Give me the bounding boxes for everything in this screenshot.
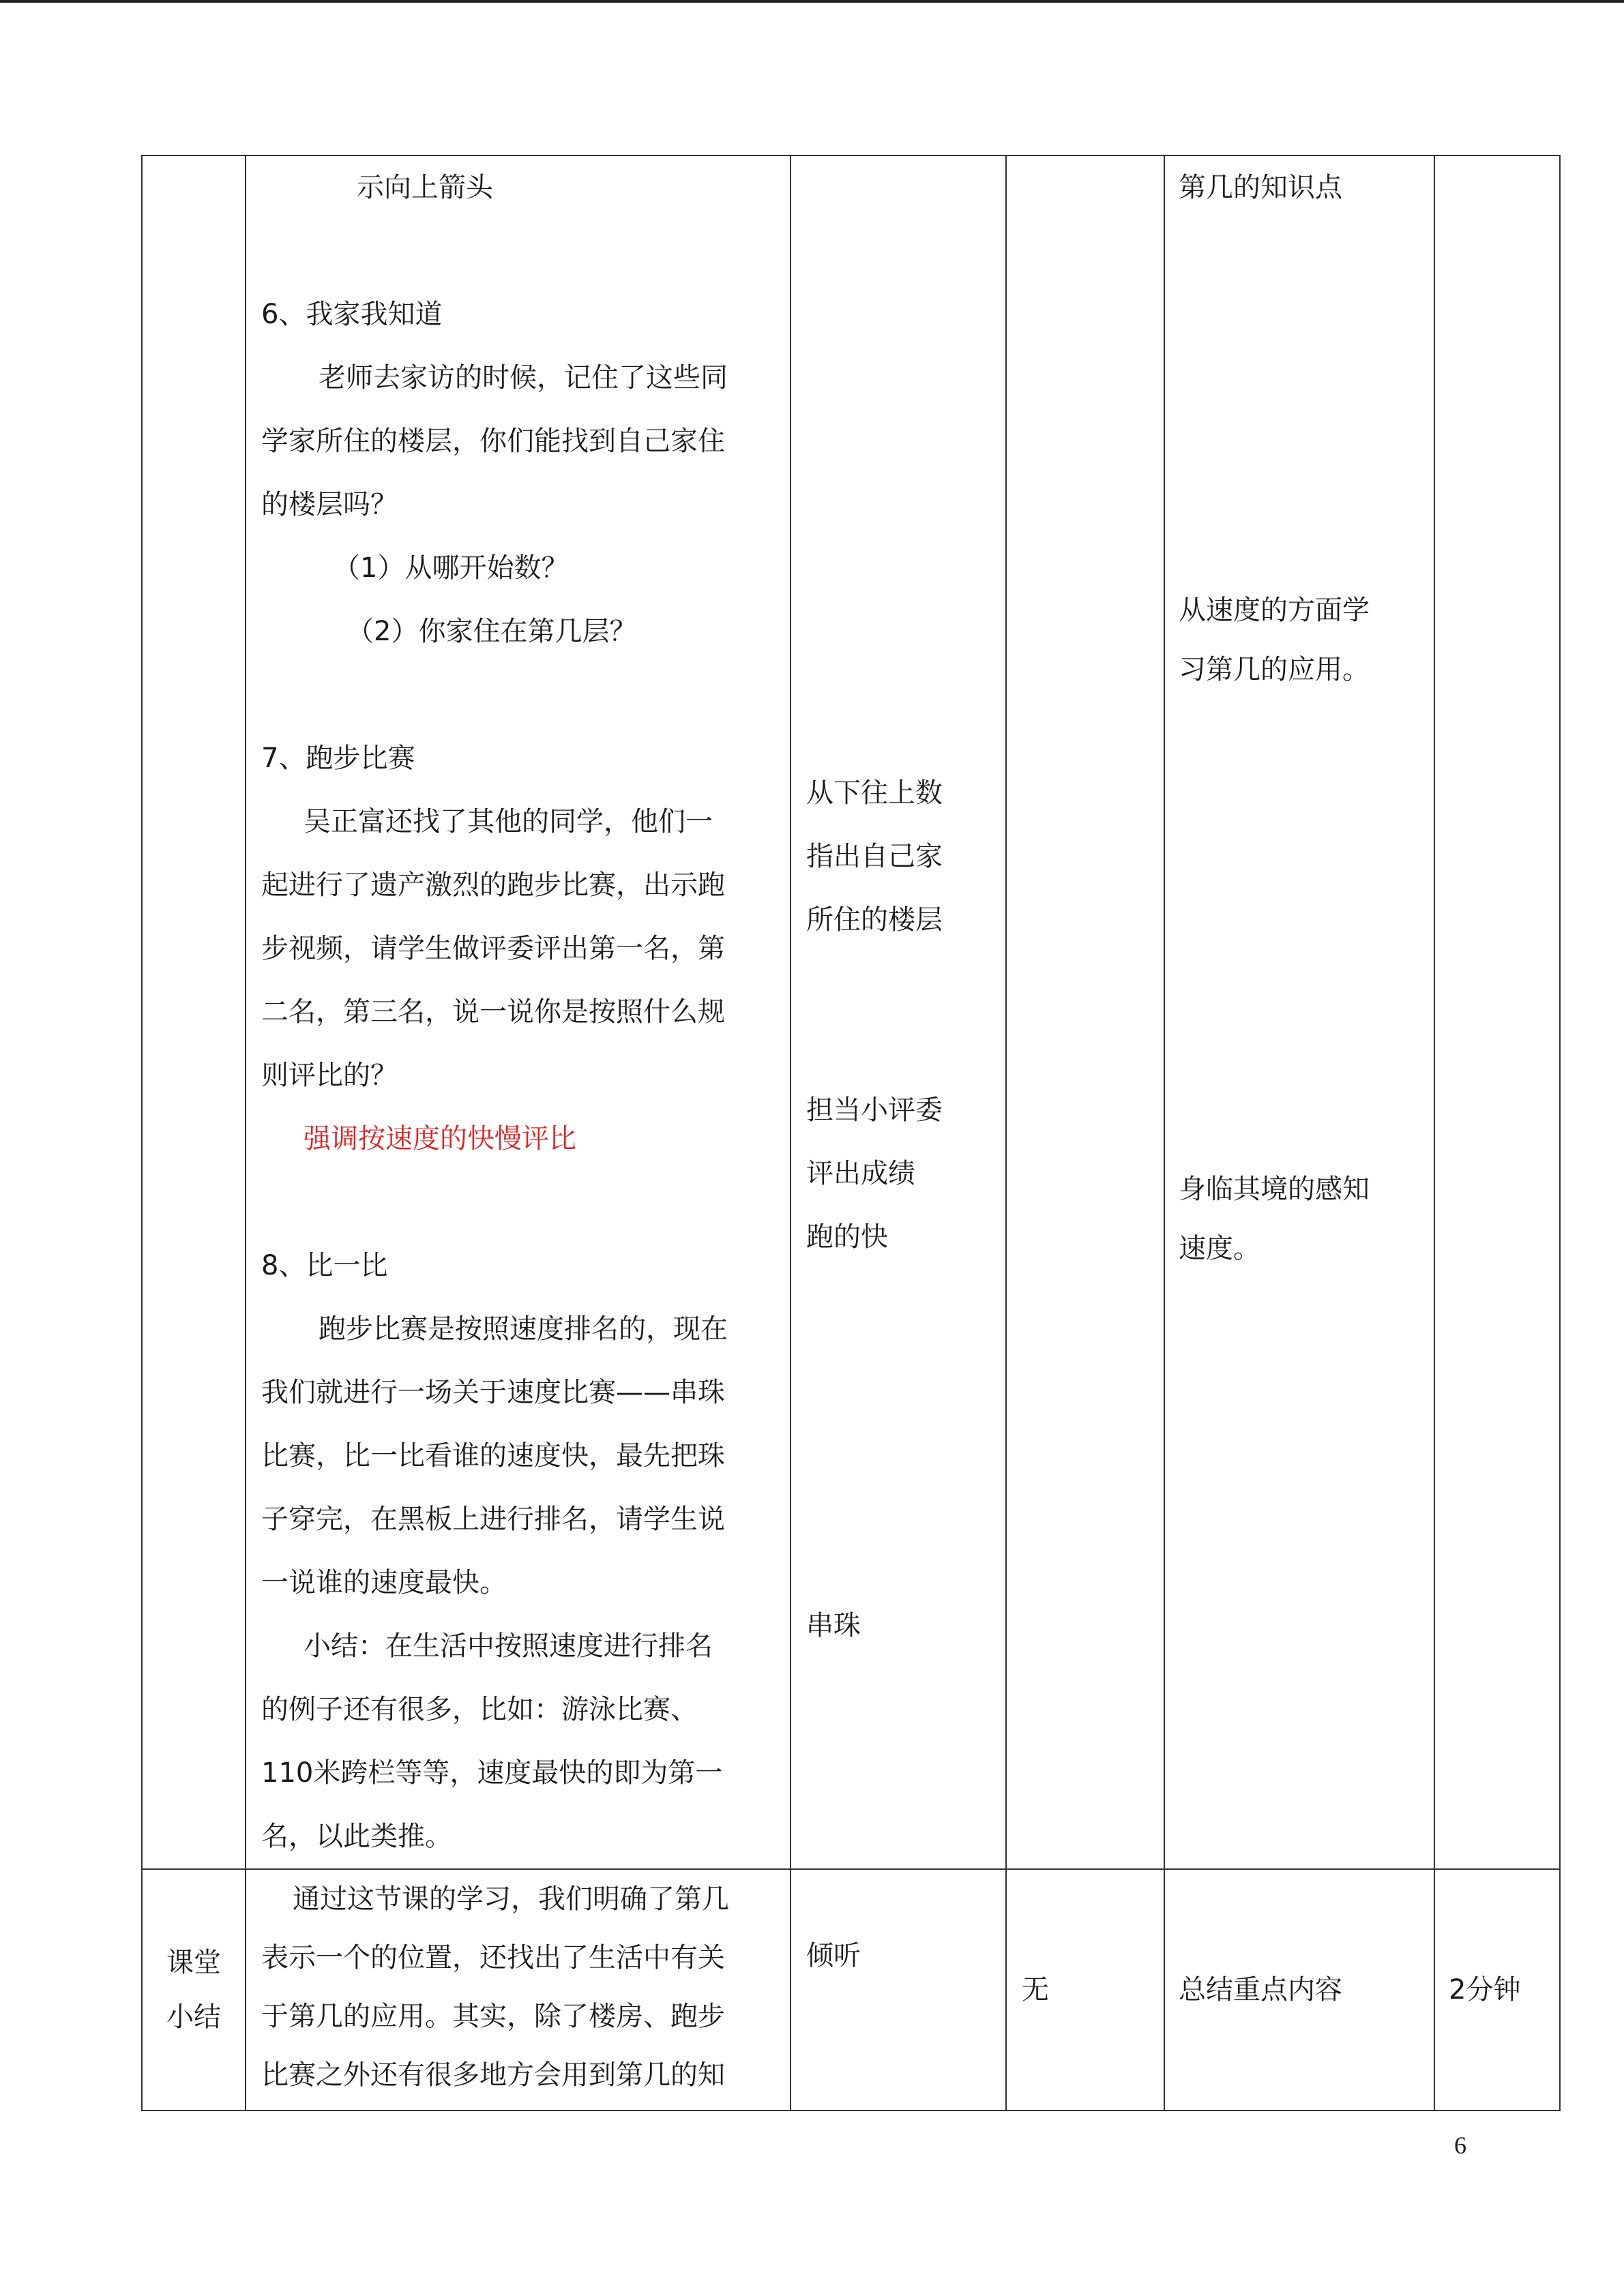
student-activity-cell xyxy=(791,155,1006,1869)
teaching-content-cell xyxy=(246,155,791,1869)
teaching-content-line: 学家所住的楼层，你们能找到自己家住 xyxy=(261,426,725,457)
time-cell-empty xyxy=(1434,155,1560,1869)
teaching-content-line: 110米跨栏等等，速度最快的即为第一 xyxy=(261,1757,723,1789)
summary-media-cell xyxy=(1006,1869,1164,2111)
teaching-content-line: 的例子还有很多，比如：游泳比赛、 xyxy=(261,1694,698,1725)
lesson-plan-table xyxy=(141,155,1561,2111)
teaching-content-line: 6、我家我知道 xyxy=(261,299,443,330)
summary-intent-cell xyxy=(1164,1869,1434,2111)
teaching-content-line: 子穿完，在黑板上进行排名，请学生说 xyxy=(261,1504,725,1535)
design-intent-line: 第几的知识点 xyxy=(1179,172,1342,203)
student-activity-line: 评出成绩 xyxy=(806,1158,915,1189)
continuation-row xyxy=(142,155,1560,1869)
teaching-content-line: 8、比一比 xyxy=(261,1250,388,1281)
teaching-content-line: 比赛，比一比看谁的速度快，最先把珠 xyxy=(261,1440,725,1472)
teaching-content-line xyxy=(261,664,790,727)
summary-intent-text: 总结重点内容 xyxy=(1179,1973,1342,2006)
stage-label-line: 课堂 xyxy=(166,1947,221,1978)
top-border-line xyxy=(0,0,1624,3)
teaching-content-lines xyxy=(246,156,790,1868)
teaching-content-line: 强调按速度的快慢评比 xyxy=(304,1123,576,1154)
summary-content-line: 通过这节课的学习，我们明确了第几 xyxy=(293,1883,729,1915)
teaching-content-line: 二名，第三名，说一说你是按照什么规 xyxy=(261,996,725,1028)
design-intent-line: 从速度的方面学 xyxy=(1179,595,1370,626)
teaching-content-line: 起进行了遗产激烈的跑步比赛，出示跑 xyxy=(261,869,725,901)
student-activity-line: 串珠 xyxy=(806,1610,861,1641)
design-intent-lines xyxy=(1165,156,1434,1861)
design-intent-line: 习第几的应用。 xyxy=(1179,654,1370,685)
teaching-content-line: 跑步比赛是按照速度排名的，现在 xyxy=(319,1313,728,1345)
summary-time-text: 2分钟 xyxy=(1449,1973,1521,2006)
stage-label-line: 小结 xyxy=(166,2001,221,2033)
teaching-content-line: 的楼层吗？ xyxy=(261,489,398,520)
summary-row xyxy=(142,1869,1560,2111)
summary-content-line: 表示一个的位置，还找出了生活中有关 xyxy=(261,1942,725,1973)
page-number: 6 xyxy=(1454,2132,1466,2159)
teaching-content-line: 一说谁的速度最快。 xyxy=(261,1567,507,1598)
student-activity-line: 跑的快 xyxy=(806,1221,888,1253)
teaching-content-line: （1）从哪开始数？ xyxy=(333,552,569,584)
stage-cell xyxy=(142,1869,246,2111)
design-intent-line: 身临其境的感知 xyxy=(1179,1174,1370,1205)
teaching-content-line xyxy=(261,220,790,283)
summary-activity-text: 倾听 xyxy=(806,1940,861,1971)
design-intent-line: 速度。 xyxy=(1179,1233,1260,1264)
teaching-content-line: 7、跑步比赛 xyxy=(261,743,415,774)
student-activity-line: 担当小评委 xyxy=(806,1094,943,1126)
teaching-content-line: 小结：在生活中按照速度进行排名 xyxy=(304,1630,713,1662)
teaching-content-line: 示向上箭头 xyxy=(357,172,493,203)
media-cell-empty xyxy=(1006,155,1164,1869)
teaching-content-line xyxy=(261,1171,790,1234)
teaching-content-line: （2）你家住在第几层？ xyxy=(346,616,637,647)
teaching-content-line: 吴正富还找了其他的同学，他们一 xyxy=(304,806,713,837)
teaching-content-line: 名，以此类推。 xyxy=(261,1821,452,1852)
summary-media-text: 无 xyxy=(1022,1973,1049,2006)
student-activity-line: 从下往上数 xyxy=(806,777,943,809)
student-activity-lines xyxy=(791,156,1005,1861)
design-intent-cell xyxy=(1164,155,1434,1869)
summary-content-cell xyxy=(246,1869,791,2111)
teaching-content-line: 步视频，请学生做评委评出第一名，第 xyxy=(261,933,725,964)
teaching-content-line: 我们就进行一场关于速度比赛——串珠 xyxy=(261,1377,725,1408)
summary-activity-cell xyxy=(791,1869,1006,2111)
student-activity-line: 所住的楼层 xyxy=(806,904,943,936)
student-activity-line: 指出自己家 xyxy=(806,841,943,872)
summary-content-line: 比赛之外还有很多地方会用到第几的知 xyxy=(261,2059,725,2091)
teaching-content-line: 老师去家访的时候，记住了这些同 xyxy=(319,362,728,393)
summary-content-line: 于第几的应用。其实，除了楼房、跑步 xyxy=(261,2001,725,2032)
stage-cell-empty xyxy=(142,155,246,1869)
summary-time-cell xyxy=(1434,1869,1560,2111)
teaching-content-line: 则评比的？ xyxy=(261,1060,398,1091)
